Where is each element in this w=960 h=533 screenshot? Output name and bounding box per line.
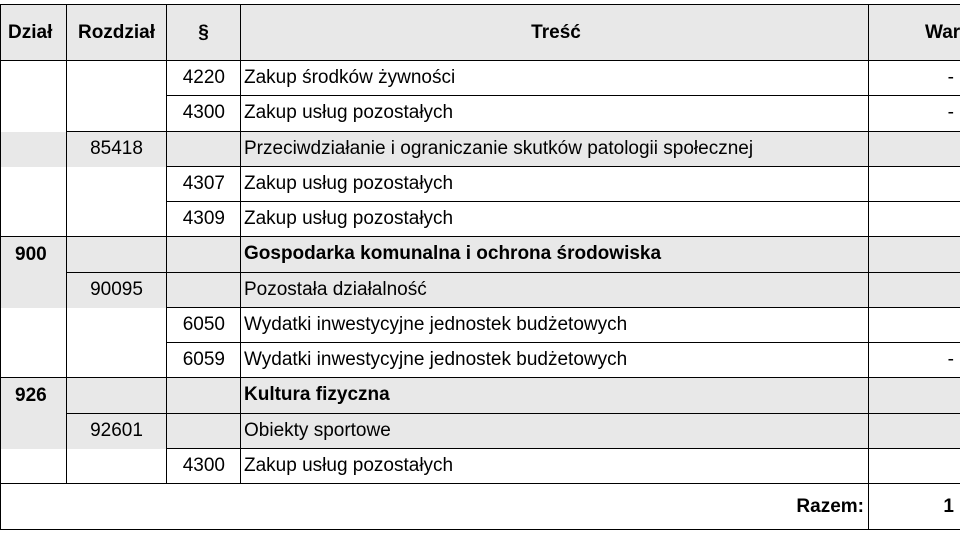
header-rozdzial: Rozdział [67, 4, 167, 61]
cell-wartosc [869, 449, 960, 484]
cell-wartosc: - [869, 96, 960, 131]
cell-rozdzial [67, 378, 167, 413]
cell-paragraf: 6050 [167, 308, 241, 343]
table-row [0, 378, 960, 413]
cell-tresc: Zakup usług pozostałych [241, 96, 869, 131]
cell-rozdzial [67, 449, 167, 484]
cell-dzial [0, 273, 67, 308]
table-header [0, 4, 960, 61]
cell-paragraf: 4307 [167, 167, 241, 202]
cell-rozdzial [67, 96, 167, 131]
header-dzial: Dział [0, 4, 67, 61]
cell-tresc: Obiekty sportowe [241, 414, 869, 449]
cell-tresc: Pozostała działalność [241, 273, 869, 308]
cell-tresc: Gospodarka komunalna i ochrona środowiska [241, 237, 869, 272]
header-paragraf: § [167, 4, 241, 61]
cell-dzial [0, 414, 67, 449]
table-row [0, 414, 960, 449]
cell-paragraf: 4309 [167, 202, 241, 237]
cell-rozdzial: 85418 [67, 132, 167, 167]
table-row [0, 273, 960, 308]
cell-dzial [0, 167, 67, 202]
cell-rozdzial [67, 237, 167, 272]
cell-paragraf [167, 132, 241, 167]
table-row [0, 61, 960, 96]
cell-wartosc [869, 132, 960, 167]
table-row [0, 237, 960, 272]
cell-paragraf [167, 378, 241, 413]
cell-paragraf [167, 414, 241, 449]
cell-dzial [0, 132, 67, 167]
table-row [0, 167, 960, 202]
cell-dzial [0, 308, 67, 343]
cell-paragraf [167, 237, 241, 272]
cell-tresc: Przeciwdziałanie i ograniczanie skutków patologii społecznej [241, 132, 869, 167]
cell-wartosc [869, 202, 960, 237]
table-row [0, 202, 960, 237]
cell-wartosc: - [869, 343, 960, 378]
cell-wartosc [869, 414, 960, 449]
cell-paragraf: 6059 [167, 343, 241, 378]
cell-rozdzial [67, 308, 167, 343]
cell-wartosc [869, 167, 960, 202]
cell-wartosc [869, 308, 960, 343]
cell-tresc: Zakup usług pozostałych [241, 449, 869, 484]
total-label: Razem: [0, 484, 869, 530]
cell-paragraf: 4300 [167, 96, 241, 131]
table-row [0, 96, 960, 131]
cell-rozdzial: 90095 [67, 273, 167, 308]
cell-tresc: Wydatki inwestycyjne jednostek budżetowych [241, 343, 869, 378]
cell-paragraf: 4220 [167, 61, 241, 96]
cell-dzial [0, 343, 67, 378]
cell-tresc: Zakup usług pozostałych [241, 202, 869, 237]
table-row [0, 132, 960, 167]
cell-wartosc: - [869, 61, 960, 96]
cell-paragraf [167, 273, 241, 308]
cell-rozdzial [67, 202, 167, 237]
cell-dzial [0, 61, 67, 96]
cell-rozdzial [67, 61, 167, 96]
cell-dzial [0, 96, 67, 131]
cell-wartosc [869, 273, 960, 308]
cell-rozdzial [67, 167, 167, 202]
table-row [0, 449, 960, 484]
cell-tresc: Zakup środków żywności [241, 61, 869, 96]
cell-dzial: 900 [0, 237, 67, 272]
table-row [0, 343, 960, 378]
cell-wartosc [869, 237, 960, 272]
cell-wartosc [869, 378, 960, 413]
cell-paragraf: 4300 [167, 449, 241, 484]
cell-tresc: Wydatki inwestycyjne jednostek budżetowych [241, 308, 869, 343]
cell-tresc: Zakup usług pozostałych [241, 167, 869, 202]
header-wartosc: War [869, 4, 960, 61]
cell-rozdzial: 92601 [67, 414, 167, 449]
cell-rozdzial [67, 343, 167, 378]
total-row [0, 484, 960, 530]
cell-dzial [0, 449, 67, 484]
cell-tresc: Kultura fizyczna [241, 378, 869, 413]
table-row [0, 308, 960, 343]
cell-dzial [0, 202, 67, 237]
header-tresc: Treść [241, 4, 869, 61]
total-value: 1 [869, 484, 960, 530]
cell-dzial: 926 [0, 378, 67, 413]
